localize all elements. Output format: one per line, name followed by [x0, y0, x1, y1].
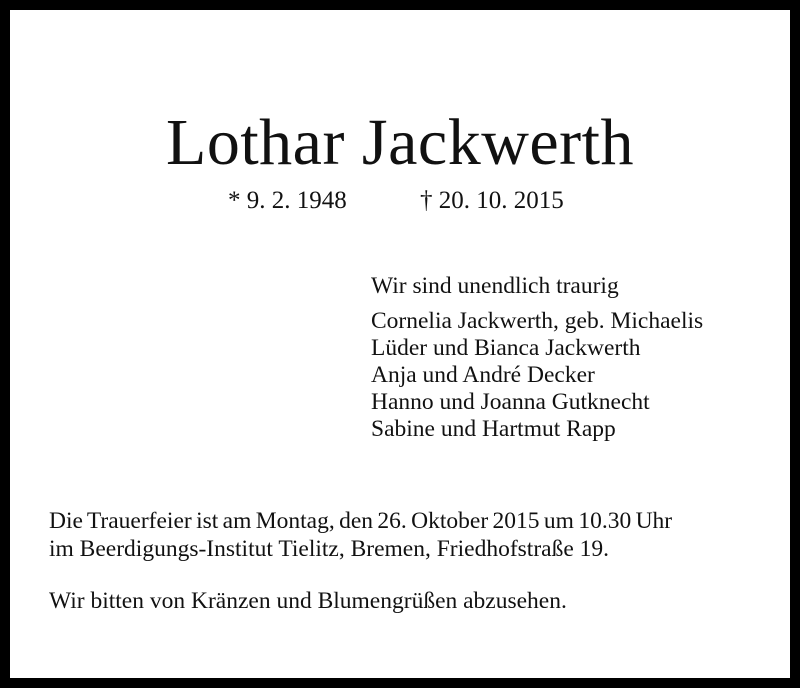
funeral-details — [49, 507, 672, 563]
wreaths-note: Wir bitten von Kränzen und Blumengrüßen abzusehen. — [49, 588, 567, 614]
mourner-name: Sabine und Hartmut Rapp — [371, 416, 616, 442]
mourner-name: Cornelia Jackwerth, geb. Michaelis — [371, 308, 704, 334]
mourner-name: Lüder und Bianca Jackwerth — [371, 335, 641, 361]
death-date: † 20. 10. 2015 — [420, 187, 564, 214]
mourner-name: Hanno und Joanna Gutknecht — [371, 389, 650, 415]
mourners-block — [371, 272, 703, 443]
mourner-name: Anja und André Decker — [371, 362, 595, 388]
funeral-line-1: Die Trauerfeier ist am Montag, den 26. Oktober 2015 um 10.30 Uhr — [49, 508, 673, 534]
mourners-intro: Wir sind unendlich traurig — [371, 273, 619, 299]
deceased-name: Lothar Jackwerth — [166, 106, 634, 179]
birth-date: * 9. 2. 1948 — [228, 187, 347, 214]
funeral-line-2: im Beerdigungs-Institut Tielitz, Bremen, Friedhofstraße 19. — [49, 536, 610, 562]
